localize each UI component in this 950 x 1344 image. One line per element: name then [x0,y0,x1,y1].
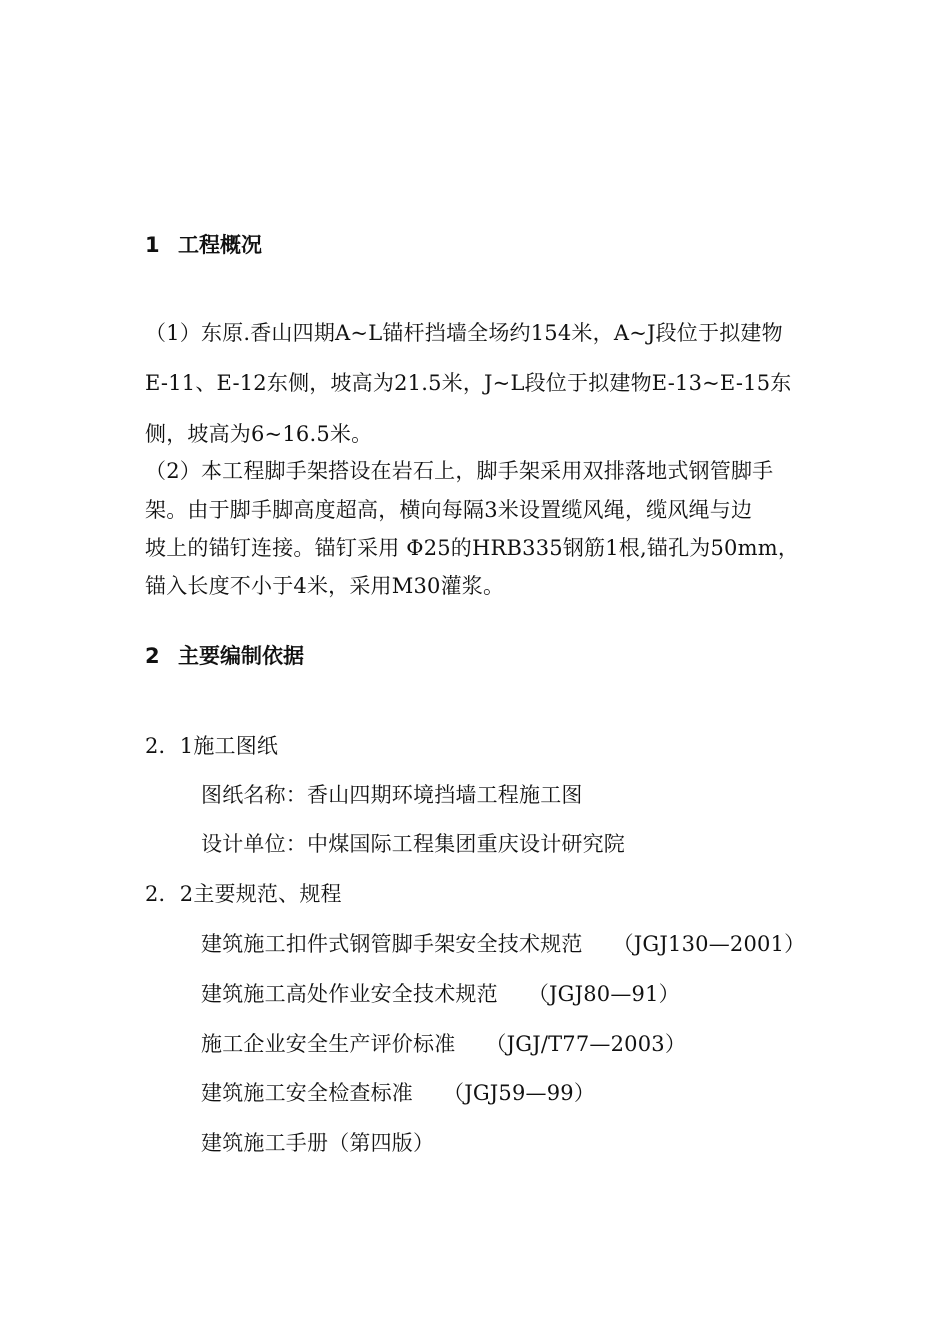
standard-name: 建筑施工高处作业安全技术规范 [201,982,498,1006]
standard-item [201,978,680,1008]
subsection-2-1-heading: 2．1施工图纸 [145,734,279,758]
paragraph-2-line-3: 坡上的锚钉连接。锚钉采用 Φ25的HRB335钢筋1根,锚孔为50mm， [145,536,800,560]
section-1-number: 1 [145,233,160,257]
design-unit: 设计单位：中煤国际工程集团重庆设计研究院 [201,832,625,856]
standard-code: （JGJ130—2001） [612,932,806,956]
standard-name: 施工企业安全生产评价标准 [201,1032,456,1056]
standard-code: （JGJ/T77—2003） [485,1032,687,1056]
section-2-number: 2 [145,644,160,668]
paragraph-2-line-4: 锚入长度不小于4米，采用M30灌浆。 [145,574,505,598]
paragraph-1-line-2: E-11、E-12东侧，坡高为21.5米，J~L段位于拟建物E-13~E-15东 [145,371,792,395]
standard-code: （JGJ80—91） [527,982,680,1006]
paragraph-2-line-2: 架。由于脚手脚高度超高，横向每隔3米设置缆风绳，缆风绳与边 [145,498,753,522]
standard-item [201,1077,595,1107]
standard-name: 建筑施工扣件式钢管脚手架安全技术规范 [201,932,583,956]
section-2-heading [145,640,304,670]
paragraph-1-line-3: 侧，坡高为6~16.5米。 [145,422,373,446]
section-1-heading [145,229,262,259]
paragraph-1-line-1: （1）东原.香山四期A~L锚杆挡墙全场约154米，A~J段位于拟建物 [145,321,783,345]
standard-name: 建筑施工安全检查标准 [201,1081,413,1105]
section-2-title: 主要编制依据 [178,644,304,668]
standard-code: （JGJ59—99） [443,1081,596,1105]
paragraph-2-line-1: （2）本工程脚手架搭设在岩石上，脚手架采用双排落地式钢管脚手 [145,459,774,483]
standard-name: 建筑施工手册（第四版） [201,1131,435,1155]
subsection-2-2-heading: 2．2主要规范、规程 [145,882,342,906]
standard-item [201,928,805,958]
section-1-title: 工程概况 [178,233,262,257]
standard-item [201,1127,434,1157]
standard-item [201,1028,686,1058]
drawing-name: 图纸名称：香山四期环境挡墙工程施工图 [201,783,583,807]
